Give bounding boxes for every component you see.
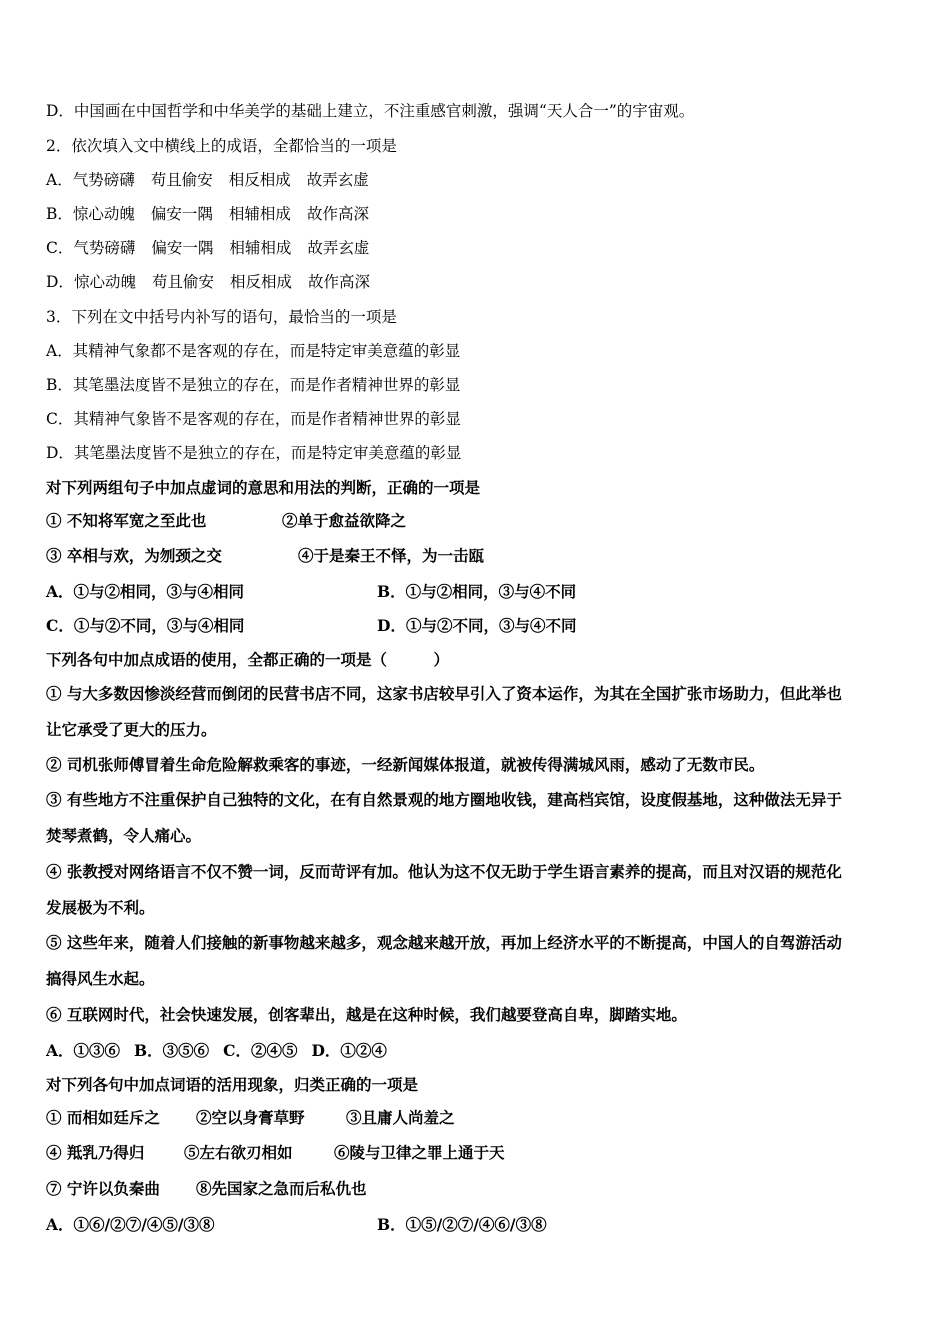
q2-option-c: C．气势磅礴 偏安一隅 相辅相成 故弄玄虚 [46, 239, 370, 257]
q6-stem: 对下列各句中加点词语的活用现象，归类正确的一项是 [46, 1075, 419, 1094]
q5-option-b: B．③⑤⑥ [134, 1041, 210, 1060]
q2-stem: 2．依次填入文中横线上的成语，全都恰当的一项是 [46, 137, 397, 155]
q4-option-c: C．①与②不同，③与④相同 [46, 616, 245, 635]
q6-sentence-5: ⑤左右欲刃相如 [184, 1143, 293, 1162]
q5-sentence-6: ⑥ 互联网时代，社会快速发展，创客辈出，越是在这种时候，我们越要登高自卑，脚踏实地。 [46, 1005, 687, 1024]
q2-option-d: D．惊心动魄 苟且偷安 相反相成 故作高深 [46, 273, 370, 291]
q4-option-b: B．①与②相同，③与④不同 [377, 582, 577, 601]
q2-option-b: B．惊心动魄 偏安一隅 相辅相成 故作高深 [46, 205, 369, 223]
q6-row-1 [46, 1108, 455, 1128]
q5-sentence-2: ② 司机张师傅冒着生命危险解救乘客的事迹，一经新闻媒体报道，就被传得满城风雨，感动了无数市民。 [46, 755, 765, 774]
q4-stem: 对下列两组句子中加点虚词的意思和用法的判断，正确的一项是 [46, 478, 481, 497]
q3-option-b: B．其笔墨法度皆不是独立的存在，而是作者精神世界的彰显 [46, 376, 461, 394]
q5-sentence-3b: 焚琴煮鹤，令人痛心。 [46, 826, 202, 845]
q5-sentence-5b: 搞得风生水起。 [46, 969, 155, 988]
q6-sentence-8: ⑧先国家之急而后私仇也 [196, 1179, 367, 1198]
q4-sentence-3: ③ 卒相与欢，为刎颈之交 [46, 546, 222, 565]
q6-option-b: B．①⑤/②⑦/④⑥/③⑧ [377, 1215, 547, 1234]
q5-sentence-1b: 让它承受了更大的压力。 [46, 720, 217, 739]
q6-sentence-3: ③且庸人尚羞之 [346, 1108, 455, 1127]
q6-row-3 [46, 1179, 367, 1199]
q5-sentence-4b: 发展极为不利。 [46, 898, 155, 917]
q1-option-d: D．中国画在中国哲学和中华美学的基础上建立，不注重感官刺激，强调“天人合一”的宇宙观。 [46, 102, 695, 120]
q6-sentence-2: ②空以身膏草野 [196, 1108, 305, 1127]
q5-sentence-1a: ① 与大多数因惨淡经营而倒闭的民营书店不同，这家书店较早引入了资本运作，为其在全国扩张市场助力，但此举也 [46, 684, 842, 703]
q4-option-d: D．①与②不同，③与④不同 [377, 616, 577, 635]
q6-sentence-1: ① 而相如廷斥之 [46, 1108, 160, 1127]
q4-sentence-1: ① 不知将军宽之至此也 [46, 511, 207, 530]
q6-sentence-6: ⑥陵与卫律之罪上通于天 [334, 1143, 505, 1162]
q6-sentence-7: ⑦ 宁许以负秦曲 [46, 1179, 160, 1198]
q4-options-cd [46, 616, 577, 636]
q4-options-ab [46, 582, 577, 602]
q5-sentence-3a: ③ 有些地方不注重保护自己独特的文化，在有自然景观的地方圈地收钱，建高档宾馆，设度假基地，这种做法无异于 [46, 790, 842, 809]
q6-sentence-4: ④ 羝乳乃得归 [46, 1143, 145, 1162]
q6-row-2 [46, 1143, 505, 1163]
q4-sentences-1-2 [46, 511, 406, 531]
q5-stem: 下列各句中加点成语的使用，全都正确的一项是（ ） [46, 650, 450, 669]
q6-option-a: A．①⑥/②⑦/④⑤/③⑧ [46, 1215, 215, 1234]
q5-option-c: C．②④⑤ [223, 1041, 298, 1060]
q3-option-a: A．其精神气象都不是客观的存在，而是特定审美意蕴的彰显 [46, 342, 461, 360]
q3-stem: 3．下列在文中括号内补写的语句，最恰当的一项是 [46, 308, 397, 326]
q5-option-a: A．①③⑥ [46, 1041, 121, 1060]
q5-sentence-4a: ④ 张教授对网络语言不仅不赞一词，反而苛评有加。他认为这不仅无助于学生语言素养的提高，而且对汉语的规范化 [46, 862, 842, 881]
q6-options-ab [46, 1215, 547, 1235]
q5-option-d: D．①②④ [311, 1041, 387, 1060]
q4-sentences-3-4 [46, 546, 484, 566]
q4-sentence-2: ②单于愈益欲降之 [282, 511, 407, 530]
q2-option-a: A．气势磅礴 苟且偷安 相反相成 故弄玄虚 [46, 171, 369, 189]
q3-option-d: D．其笔墨法度皆不是独立的存在，而是特定审美意蕴的彰显 [46, 444, 462, 462]
q4-option-a: A．①与②相同，③与④相同 [46, 582, 245, 601]
q3-option-c: C．其精神气象皆不是客观的存在，而是作者精神世界的彰显 [46, 410, 461, 428]
q5-sentence-5a: ⑤ 这些年来，随着人们接触的新事物越来越多，观念越来越开放，再加上经济水平的不断提高，中国人的自驾游活动 [46, 933, 842, 952]
q5-options [46, 1041, 401, 1061]
q4-sentence-4: ④于是秦王不怿，为一击瓯 [298, 546, 485, 565]
